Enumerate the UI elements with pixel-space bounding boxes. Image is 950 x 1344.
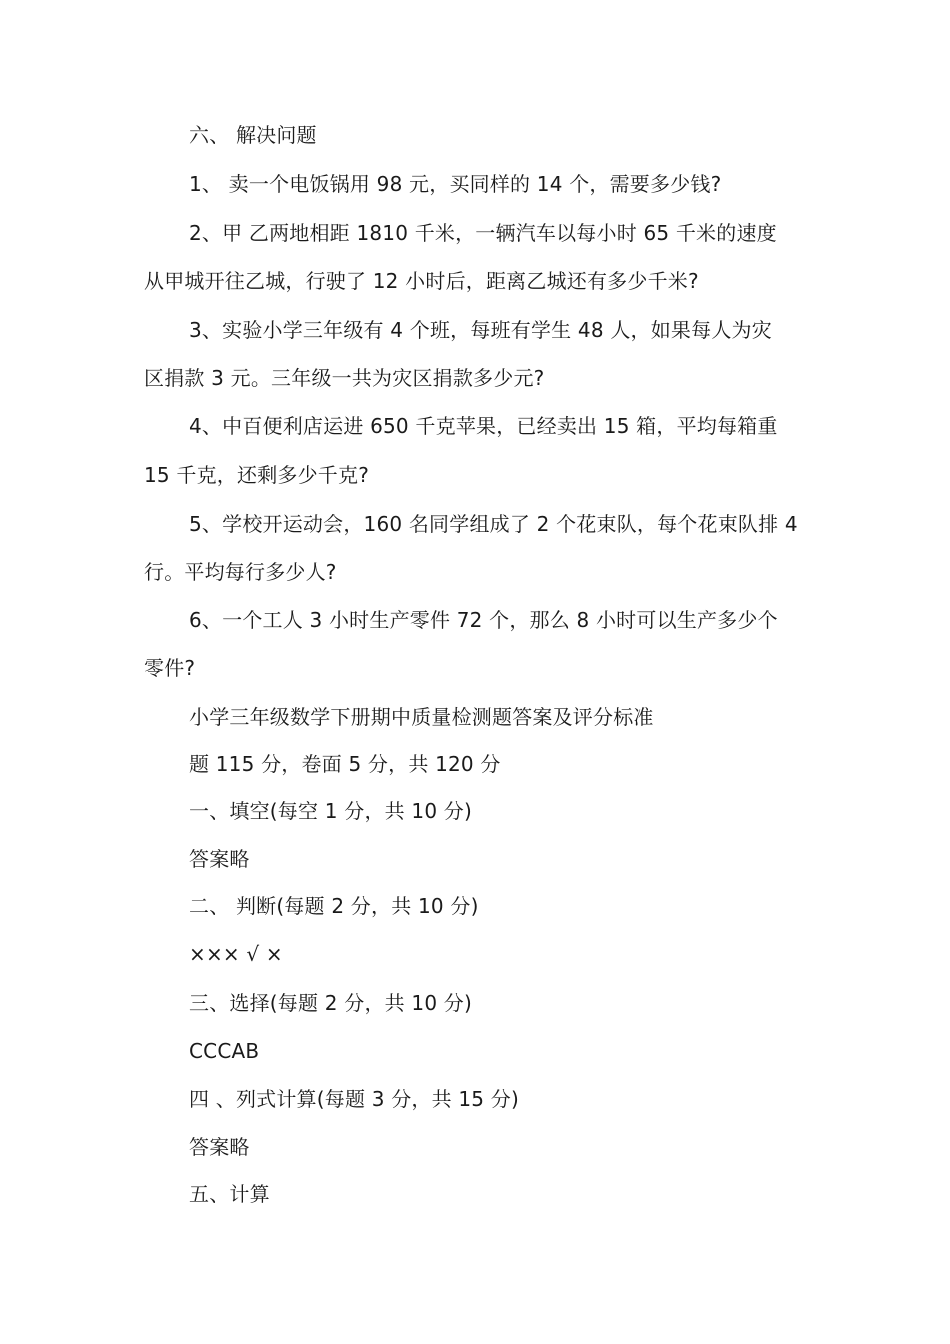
section-heading: 六、 解决问题	[189, 123, 317, 147]
question-1: 1、 卖一个电饭锅用 98 元，买同样的 14 个，需要多少钱?	[189, 172, 722, 196]
question-6-line-2: 零件?	[144, 656, 196, 680]
part2-answer: ××× √ ×	[189, 942, 283, 966]
part1-answer: 答案略	[189, 847, 250, 871]
question-6-line-1: 6、一个工人 3 小时生产零件 72 个，那么 8 小时可以生产多少个	[189, 608, 778, 632]
question-5-line-1: 5、学校开运动会，160 名同学组成了 2 个花束队，每个花束队排 4	[189, 512, 798, 536]
part5-heading: 五、计算	[189, 1182, 270, 1206]
part1-heading: 一、填空(每空 1 分，共 10 分)	[189, 799, 473, 823]
question-3-line-2: 区捐款 3 元。三年级一共为灾区捐款多少元?	[144, 366, 545, 390]
part3-heading: 三、选择(每题 2 分，共 10 分)	[189, 991, 473, 1015]
part2-heading: 二、 判断(每题 2 分，共 10 分)	[189, 894, 479, 918]
question-2-line-2: 从甲城开往乙城，行驶了 12 小时后，距离乙城还有多少千米?	[144, 269, 699, 293]
part4-answer: 答案略	[189, 1135, 250, 1159]
question-3-line-1: 3、实验小学三年级有 4 个班，每班有学生 48 人，如果每人为灾	[189, 318, 772, 342]
question-2-line-1: 2、甲 乙两地相距 1810 千米，一辆汽车以每小时 65 千米的速度	[189, 221, 777, 245]
question-4-line-2: 15 千克，还剩多少千克?	[144, 463, 370, 487]
answers-title: 小学三年级数学下册期中质量检测题答案及评分标准	[189, 705, 654, 729]
part4-heading: 四 、列式计算(每题 3 分，共 15 分)	[189, 1087, 519, 1111]
question-4-line-1: 4、中百便利店运进 650 千克苹果，已经卖出 15 箱，平均每箱重	[189, 414, 778, 438]
question-5-line-2: 行。平均每行多少人?	[144, 560, 337, 584]
answers-total: 题 115 分，卷面 5 分，共 120 分	[189, 752, 501, 776]
part3-answer: CCCAB	[189, 1039, 260, 1063]
